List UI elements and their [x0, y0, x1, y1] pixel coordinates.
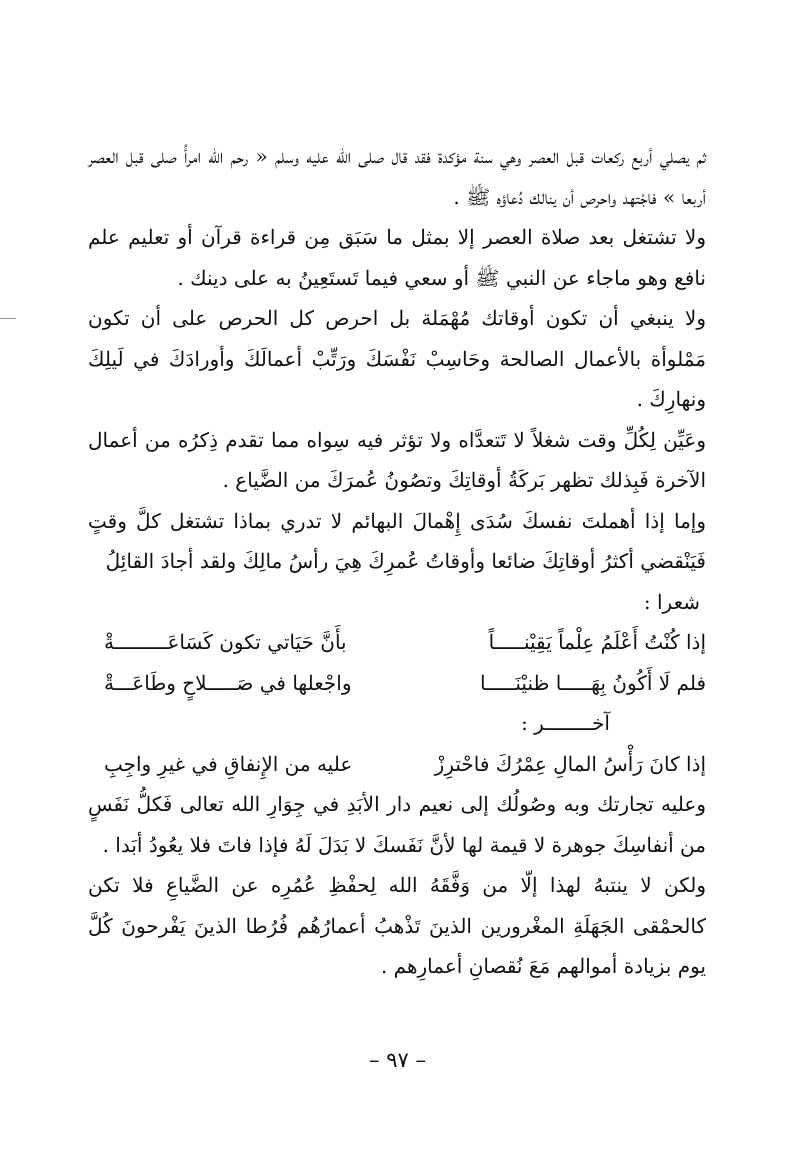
- paragraph-5: وإما إذا أهملتَ نفسكَ سُدَى إِهْمالَ البهائم لا تدري بماذا تشتغل كلَّ وقتٍ فَيَنْقضي أكثرُ أوقاتِكَ ضائعا وأوقاتُ عُمرِكَ هِيَ رأسُ مالِكَ ولقد أجادَ القائِلُ: [88, 508, 706, 573]
- paragraph-2: ولا تشتغل بعد صلاة العصر إلا بمثل ما سَبَق مِن قراءة قرآن أو تعليم علم نافع وهو ماجاء عن النبي ﷺ أو سعي فيما تَستَعِينُ به على دينك .: [88, 225, 706, 290]
- poetry-label: شعرا :: [643, 589, 700, 614]
- paragraph-7: ولكن لا ينتبهُ لهذا إلّا من وَفَّقَهُ الله لِحفْظِ عُمُرِه عن الضَّياعِ فلا تكن كالحمْقى الجَهَلَةِ المغْرورين الذينَ تَذْهبُ أعمارُهُم فُرُطا الذينَ يَفْرحونَ كُلَّ يوم بزيادة أموالهم مَعَ نُقصانِ أعمارِهم .: [88, 873, 706, 978]
- page-body: [88, 136, 706, 987]
- poem1-verse-2-second-hemistich: واجْعلها في صَـــــلاحٍ وطَاعَـــةْ: [104, 670, 352, 695]
- poem1-verse-1-second-hemistich: بأَنَّ حَيَاتي تكون كَسَاعَـــــــــةْ: [104, 630, 347, 654]
- paragraph-3: ولا ينبغي أن تكون أوقاتك مُهْمَلة بل احرص كل الحرص على أن تكون مَمْلوأة بالأعمال الصالحة وحَاسِبْ نَفْسَكَ ورَتِّبْ أعمالَكَ وأورادَكَ في لَيلِكَ ونهارِكَ .: [88, 306, 706, 411]
- poem1-verse-2: [96, 663, 706, 704]
- paragraph-4: وعَيِّن لِكُلِّ وقت شغلاً لا تَتعدَّاه ولا تؤثر فيه سِواه مما تقدم ذِكرُه من أعمال الآخرة فَبِذلك تظهر بَركَةُ أوقاتِكَ وتصُونُ عُمرَكَ من الضَّياع .: [88, 427, 706, 492]
- poem2-verse-1-first-hemistich: إذا كانَ رَأْسُ المالِ عِمْرُكَ فاحْترِزْ: [434, 751, 706, 776]
- poem1-verse-1: [96, 622, 706, 663]
- page-number: – ٩٧ –: [369, 1048, 426, 1072]
- poem2-verse-1: [96, 744, 706, 785]
- paragraph-6: وعليه تجارتك وبه وصُولُك إلى نعيم دار الأبَدِ في جِوَارِ الله تعالى فَكلُّ نَفَسٍ من أنفاسِكَ جوهرة لا قيمة لها لأنَّ نَفَسكَ لا بَدَلَ لَهُ فإذا فاتَ فلا يعُودُ أبَدا .: [88, 792, 706, 857]
- poem2-verse-1-second-hemistich: عليه من الإِنفاقِ في غيرِ واجِبِ: [104, 751, 353, 776]
- poem1-verse-2-first-hemistich: فلم لَا أَكُونُ بِهَـــــا ظنيْنَـــــا: [479, 670, 706, 695]
- other-poet-label: آخــــــــر :: [521, 711, 610, 735]
- poem1-verse-1-first-hemistich: إذا كُنْتُ أَعْلَمُ عِلْماً يَقِيْنـــــاً: [488, 630, 706, 654]
- margin-mark: [0, 318, 16, 319]
- paragraph-1: ثم يصلي أربع ركعات قبل العصر وهي سنة مؤكدة فقد قال صلى الله عليه وسلم « رحم الله امرأً صلى قبل العصر أربعا » فاجْتهد واحرص أن ينالك دُعاؤه ﷺ .: [88, 144, 707, 209]
